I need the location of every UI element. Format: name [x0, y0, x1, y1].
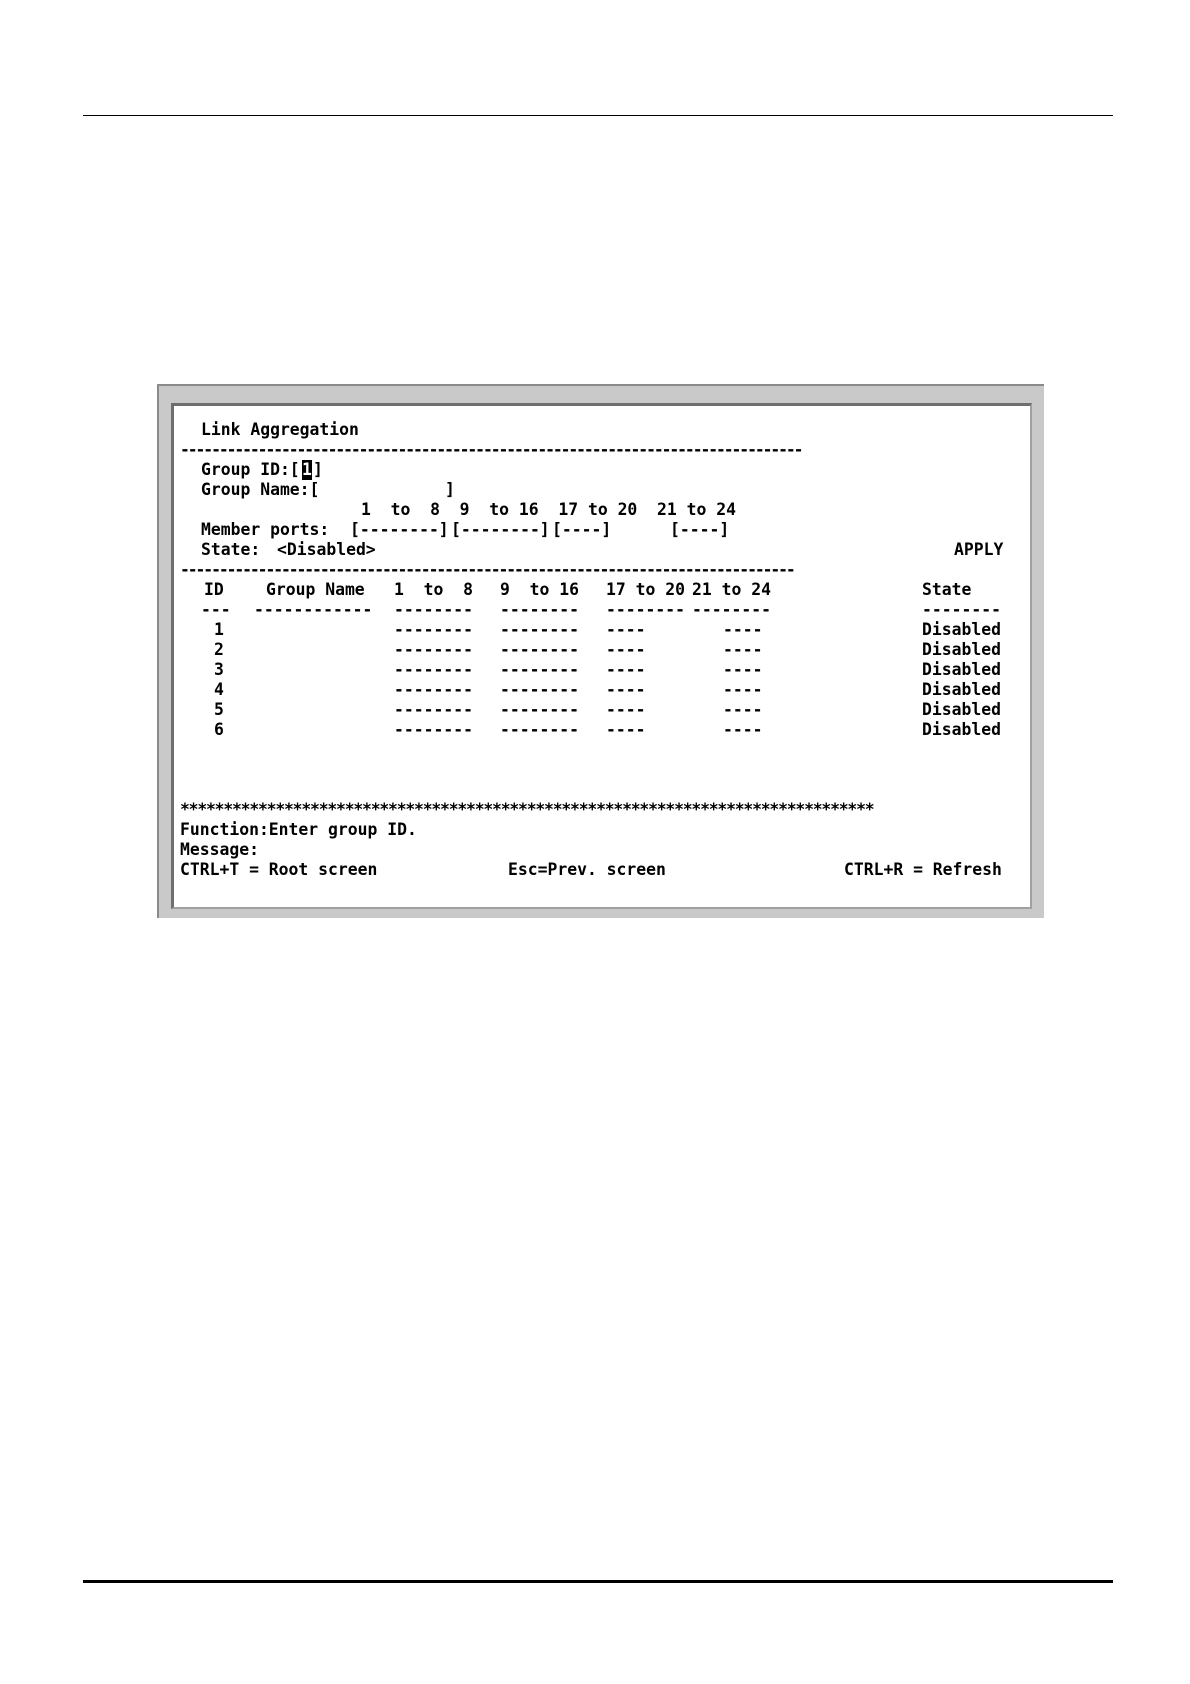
cell-ports-21-24: ---- [723, 700, 763, 719]
group-id-label: Group ID:[ [201, 460, 300, 479]
cell-state: Disabled [922, 660, 1001, 679]
underline-ports-1-8: -------- [394, 600, 473, 619]
group-name-label: Group Name:[ [201, 480, 320, 499]
cell-id: 4 [214, 680, 224, 699]
prev-screen-shortcut[interactable]: Esc=Prev. screen [508, 860, 666, 879]
col-header-id: ID [204, 580, 224, 599]
underline-ports-17-20: -------- [606, 600, 685, 619]
underline-id: --- [201, 600, 231, 619]
underline-state: -------- [922, 600, 1001, 619]
member-ports-9-16-input[interactable]: [--------] [451, 520, 550, 539]
group-name-close-bracket: ] [445, 480, 455, 499]
cell-ports-9-16: -------- [500, 640, 579, 659]
col-header-group-name: Group Name [266, 580, 365, 599]
cell-ports-1-8: -------- [394, 680, 473, 699]
cell-state: Disabled [922, 720, 1001, 739]
member-ports-17-20-input[interactable]: [----] [552, 520, 612, 539]
cell-state: Disabled [922, 640, 1001, 659]
underline-ports-9-16: -------- [500, 600, 579, 619]
page-header-rule [83, 115, 1113, 116]
cell-ports-9-16: -------- [500, 720, 579, 739]
member-ports-1-8-input[interactable]: [--------] [350, 520, 449, 539]
cell-id: 6 [214, 720, 224, 739]
cell-id: 2 [214, 640, 224, 659]
group-id-input[interactable]: 1 [302, 460, 312, 479]
member-ports-21-24-input[interactable]: [----] [670, 520, 730, 539]
cell-ports-9-16: -------- [500, 660, 579, 679]
cell-ports-21-24: ---- [723, 680, 763, 699]
cell-ports-1-8: -------- [394, 720, 473, 739]
separator-dashes: ------------------------------------------------------------------------------- [180, 560, 794, 579]
cell-state: Disabled [922, 680, 1001, 699]
cell-ports-21-24: ---- [723, 720, 763, 739]
cell-id: 3 [214, 660, 224, 679]
function-line: Function:Enter group ID. [180, 820, 417, 839]
state-toggle[interactable]: <Disabled> [277, 540, 376, 559]
apply-button[interactable]: APPLY [954, 540, 1004, 559]
col-header-state: State [922, 580, 972, 599]
cell-ports-1-8: -------- [394, 620, 473, 639]
cell-ports-17-20: ---- [606, 700, 646, 719]
cell-ports-17-20: ---- [606, 660, 646, 679]
message-line: Message: [180, 840, 259, 859]
screen-title: Link Aggregation [201, 420, 359, 439]
cell-ports-1-8: -------- [394, 640, 473, 659]
cell-ports-1-8: -------- [394, 700, 473, 719]
cell-ports-17-20: ---- [606, 720, 646, 739]
cell-ports-17-20: ---- [606, 640, 646, 659]
col-header-ports-21-24: 21 to 24 [692, 580, 771, 599]
separator-stars: ******************************************************************************** [180, 800, 874, 819]
root-screen-shortcut[interactable]: CTRL+T = Root screen [180, 860, 378, 879]
cell-ports-17-20: ---- [606, 620, 646, 639]
cell-ports-1-8: -------- [394, 660, 473, 679]
cell-ports-21-24: ---- [723, 620, 763, 639]
cell-state: Disabled [922, 700, 1001, 719]
cell-ports-9-16: -------- [500, 620, 579, 639]
group-id-close-bracket: ] [313, 460, 323, 479]
underline-group-name: ------------ [254, 600, 373, 619]
member-ports-label: Member ports: [201, 520, 340, 539]
page-footer-rule [83, 1580, 1113, 1583]
col-header-ports-9-16: 9 to 16 [500, 580, 579, 599]
terminal-screen [171, 403, 1032, 909]
cell-ports-21-24: ---- [723, 640, 763, 659]
cell-ports-17-20: ---- [606, 680, 646, 699]
underline-ports-21-24: -------- [692, 600, 771, 619]
separator-dashes: -------------------------------------------------------------------------------- [180, 440, 802, 459]
col-header-ports-17-20: 17 to 20 [606, 580, 685, 599]
cell-id: 5 [214, 700, 224, 719]
port-range-header: 1 to 8 9 to 16 17 to 20 21 to 24 [361, 500, 736, 519]
col-header-ports-1-8: 1 to 8 [394, 580, 473, 599]
cell-state: Disabled [922, 620, 1001, 639]
cell-ports-9-16: -------- [500, 700, 579, 719]
cell-ports-21-24: ---- [723, 660, 763, 679]
refresh-shortcut[interactable]: CTRL+R = Refresh [844, 860, 1002, 879]
terminal-window [157, 384, 1044, 918]
cell-id: 1 [214, 620, 224, 639]
cell-ports-9-16: -------- [500, 680, 579, 699]
state-label: State: [201, 540, 271, 559]
